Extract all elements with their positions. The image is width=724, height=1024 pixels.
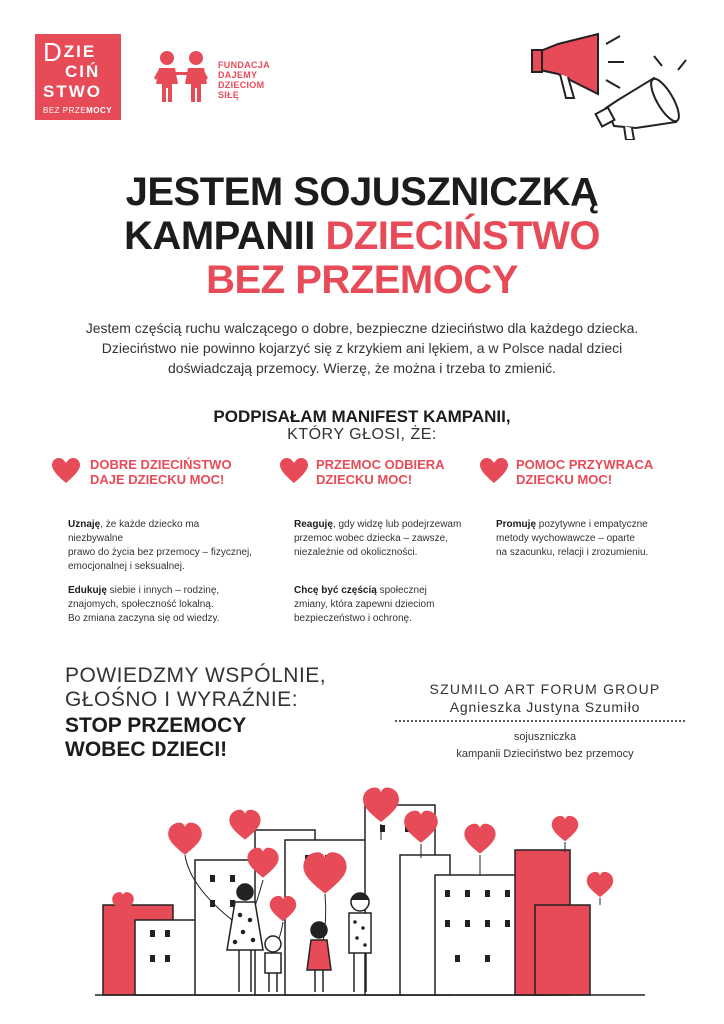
intro-line: Dzieciństwo nie powinno kojarzyć się z krzykiem ani lękiem, a w Polsce nadal dzieci xyxy=(101,340,623,356)
foundation-children-icon xyxy=(150,48,214,106)
column-3-paragraph-1 xyxy=(496,518,681,560)
text: , że każde dziecko ma niezbywalne xyxy=(68,519,200,544)
column-title-line: DAJE DZIECKU MOC! xyxy=(90,472,225,487)
column-title-line: DOBRE DZIECIŃSTWO xyxy=(90,457,232,472)
emphasis: Reaguję xyxy=(294,519,333,530)
title-line-2-dark: KAMPANII xyxy=(124,214,326,258)
logo-subtitle xyxy=(43,106,115,115)
text: pozytywne i empatyczne xyxy=(536,519,648,530)
text-line: przemoc wobec dziecka – zawsze, xyxy=(294,533,448,544)
closing-slogan-line: STOP PRZEMOCY xyxy=(65,714,247,737)
closing-lead xyxy=(65,664,326,712)
logo-big-letter: D xyxy=(43,37,64,67)
column-title-line: POMOC PRZYWRACA xyxy=(516,457,654,472)
logo-line-1-text: ZIE xyxy=(63,42,97,61)
logo-line-2: CIŃ xyxy=(65,62,101,81)
column-1-title xyxy=(90,457,260,487)
signature-line xyxy=(395,720,685,722)
column-title-line: DZIECKU MOC! xyxy=(516,472,613,487)
logo-sub-light: BEZ PRZE xyxy=(43,106,87,115)
heart-icon xyxy=(480,458,508,484)
emphasis: Edukuję xyxy=(68,585,107,596)
intro-paragraph xyxy=(60,318,664,378)
column-title-line: PRZEMOC ODBIERA xyxy=(316,457,445,472)
text-line: zmiany, która zapewni dzieciom xyxy=(294,599,435,610)
column-2-paragraph-1 xyxy=(294,518,479,560)
text-line: niezależnie od okoliczności. xyxy=(294,547,418,558)
closing-line: POWIEDZMY WSPÓLNIE, xyxy=(65,664,327,687)
emphasis: Promuję xyxy=(496,519,537,530)
logo-line-3: STWO xyxy=(43,82,102,101)
signer-name: Agnieszka Justyna Szumiło xyxy=(449,699,641,715)
emphasis: Uznaję xyxy=(68,519,101,530)
text-line: na szacunku, relacji i zrozumieniu. xyxy=(496,547,649,558)
title-line-3: BEZ PRZEMOCY xyxy=(206,258,518,302)
page-title xyxy=(0,170,724,302)
text-line: metody wychowawcze – oparte xyxy=(496,533,635,544)
text: społecznej xyxy=(376,585,427,596)
column-2-title xyxy=(316,457,486,487)
manifest-title: PODPISAŁAM MANIFEST KAMPANII, xyxy=(213,407,511,426)
text: siebie i innych – rodzinę, xyxy=(106,585,220,596)
logo-line-1 xyxy=(43,37,115,67)
manifest-subtitle: KTÓRY GŁOSI, ŻE: xyxy=(287,426,437,443)
text-line: prawo do życia bez przemocy – fizycznej, xyxy=(68,547,252,558)
text-line: znajomych, społeczność lokalną. xyxy=(68,599,214,610)
column-title-line: DZIECKU MOC! xyxy=(316,472,413,487)
title-line-2 xyxy=(0,214,724,258)
column-2-paragraph-2 xyxy=(294,584,479,626)
intro-line: doświadczają przemocy. Wierzę, że można i trzeba to zmienić. xyxy=(168,360,556,376)
city-illustration xyxy=(95,780,645,1000)
closing-slogan-line: WOBEC DZIECI! xyxy=(65,738,228,761)
megaphone-icon xyxy=(528,30,688,140)
column-1-paragraph-1 xyxy=(68,518,253,574)
text-line: Bo zmiana zaczyna się od wiedzy. xyxy=(68,613,220,624)
column-1-paragraph-2 xyxy=(68,584,253,626)
signer-organization: SZUMILO ART FORUM GROUP xyxy=(429,681,661,697)
intro-line: Jestem częścią ruchu walczącego o dobre, bezpieczne dzieciństwo dla każdego dziecka. xyxy=(85,320,639,336)
title-line-1: JESTEM SOJUSZNICZKĄ xyxy=(125,170,599,214)
text: , gdy widzę lub podejrzewam xyxy=(332,519,462,530)
title-line-2-red: DZIECIŃSTWO xyxy=(325,214,600,258)
logo-sub-bold: MOCY xyxy=(86,106,113,115)
heart-icon xyxy=(52,458,80,484)
foundation-line: FUNDACJA xyxy=(218,60,270,70)
campaign-logo xyxy=(35,34,121,120)
foundation-line: SIŁĘ xyxy=(218,90,240,100)
signer-role: sojuszniczka xyxy=(513,731,577,743)
closing-line: GŁOŚNO I WYRAŹNIE: xyxy=(65,688,299,711)
foundation-line: DAJEMY xyxy=(218,70,258,80)
text-line: bezpieczeństwo i ochronę. xyxy=(294,613,412,624)
closing-slogan xyxy=(65,714,246,762)
emphasis: Chcę być częścią xyxy=(294,585,377,596)
text-line: emocjonalnej i seksualnej. xyxy=(68,561,185,572)
signer-campaign: kampanii Dzieciństwo bez przemocy xyxy=(456,748,634,760)
column-3-title xyxy=(516,457,686,487)
foundation-name xyxy=(218,60,270,100)
foundation-line: DZIECIOM xyxy=(218,80,265,90)
heart-icon xyxy=(280,458,308,484)
